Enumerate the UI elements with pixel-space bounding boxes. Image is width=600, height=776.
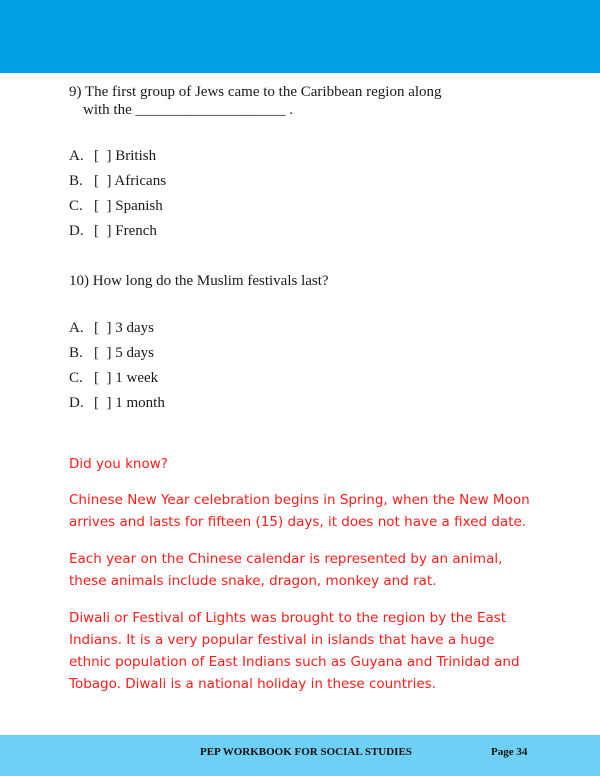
page-number: Page 34 — [491, 746, 528, 758]
q10-option-d[interactable] — [69, 395, 165, 412]
option-letter: B. — [69, 345, 83, 361]
question-9-text: 9) The first group of Jews came to the Caribbean region along — [69, 84, 442, 100]
q10-option-a[interactable] — [69, 320, 154, 337]
option-text: [ ] French — [94, 223, 157, 239]
q9-option-a[interactable] — [69, 148, 156, 165]
option-text: [ ] Africans — [94, 173, 167, 189]
option-letter: C. — [69, 198, 83, 214]
option-letter: B. — [69, 173, 83, 189]
fact-chinese-calendar: Each year on the Chinese calendar is represented by an animal, these animals include snake, dragon, monkey and rat. — [69, 551, 503, 589]
q9-option-c[interactable] — [69, 198, 163, 215]
option-letter: C. — [69, 370, 83, 386]
option-text: [ ] 5 days — [94, 345, 154, 361]
option-text: [ ] Spanish — [94, 198, 163, 214]
question-9-continuation: with the ____________________ . — [83, 102, 293, 118]
option-text: [ ] British — [94, 148, 157, 164]
option-text: [ ] 1 week — [94, 370, 159, 386]
option-text: [ ] 1 month — [94, 395, 165, 411]
question-10-text: 10) How long do the Muslim festivals last? — [69, 273, 329, 289]
option-letter: D. — [69, 395, 84, 411]
option-letter: D. — [69, 223, 84, 239]
did-you-know-heading: Did you know? — [69, 456, 168, 472]
fact-chinese-new-year: Chinese New Year celebration begins in Spring, when the New Moon arrives and lasts for fifteen (15) days, it does not have a fixed date. — [69, 492, 530, 530]
option-letter: A. — [69, 320, 84, 336]
footer-title: PEP WORKBOOK FOR SOCIAL STUDIES — [200, 746, 412, 758]
header-bar — [0, 0, 600, 73]
q9-option-d[interactable] — [69, 223, 157, 240]
q9-option-b[interactable] — [69, 173, 166, 190]
option-letter: A. — [69, 148, 84, 164]
q10-option-c[interactable] — [69, 370, 158, 387]
option-text: [ ] 3 days — [94, 320, 154, 336]
fact-diwali: Diwali or Festival of Lights was brought to the region by the East Indians. It is a very popular festival in islands that have a huge ethnic population of East Indians such as Guyana and Trinidad and Tobago. Diwali is a national holiday in these countries. — [69, 610, 520, 692]
q10-option-b[interactable] — [69, 345, 154, 362]
